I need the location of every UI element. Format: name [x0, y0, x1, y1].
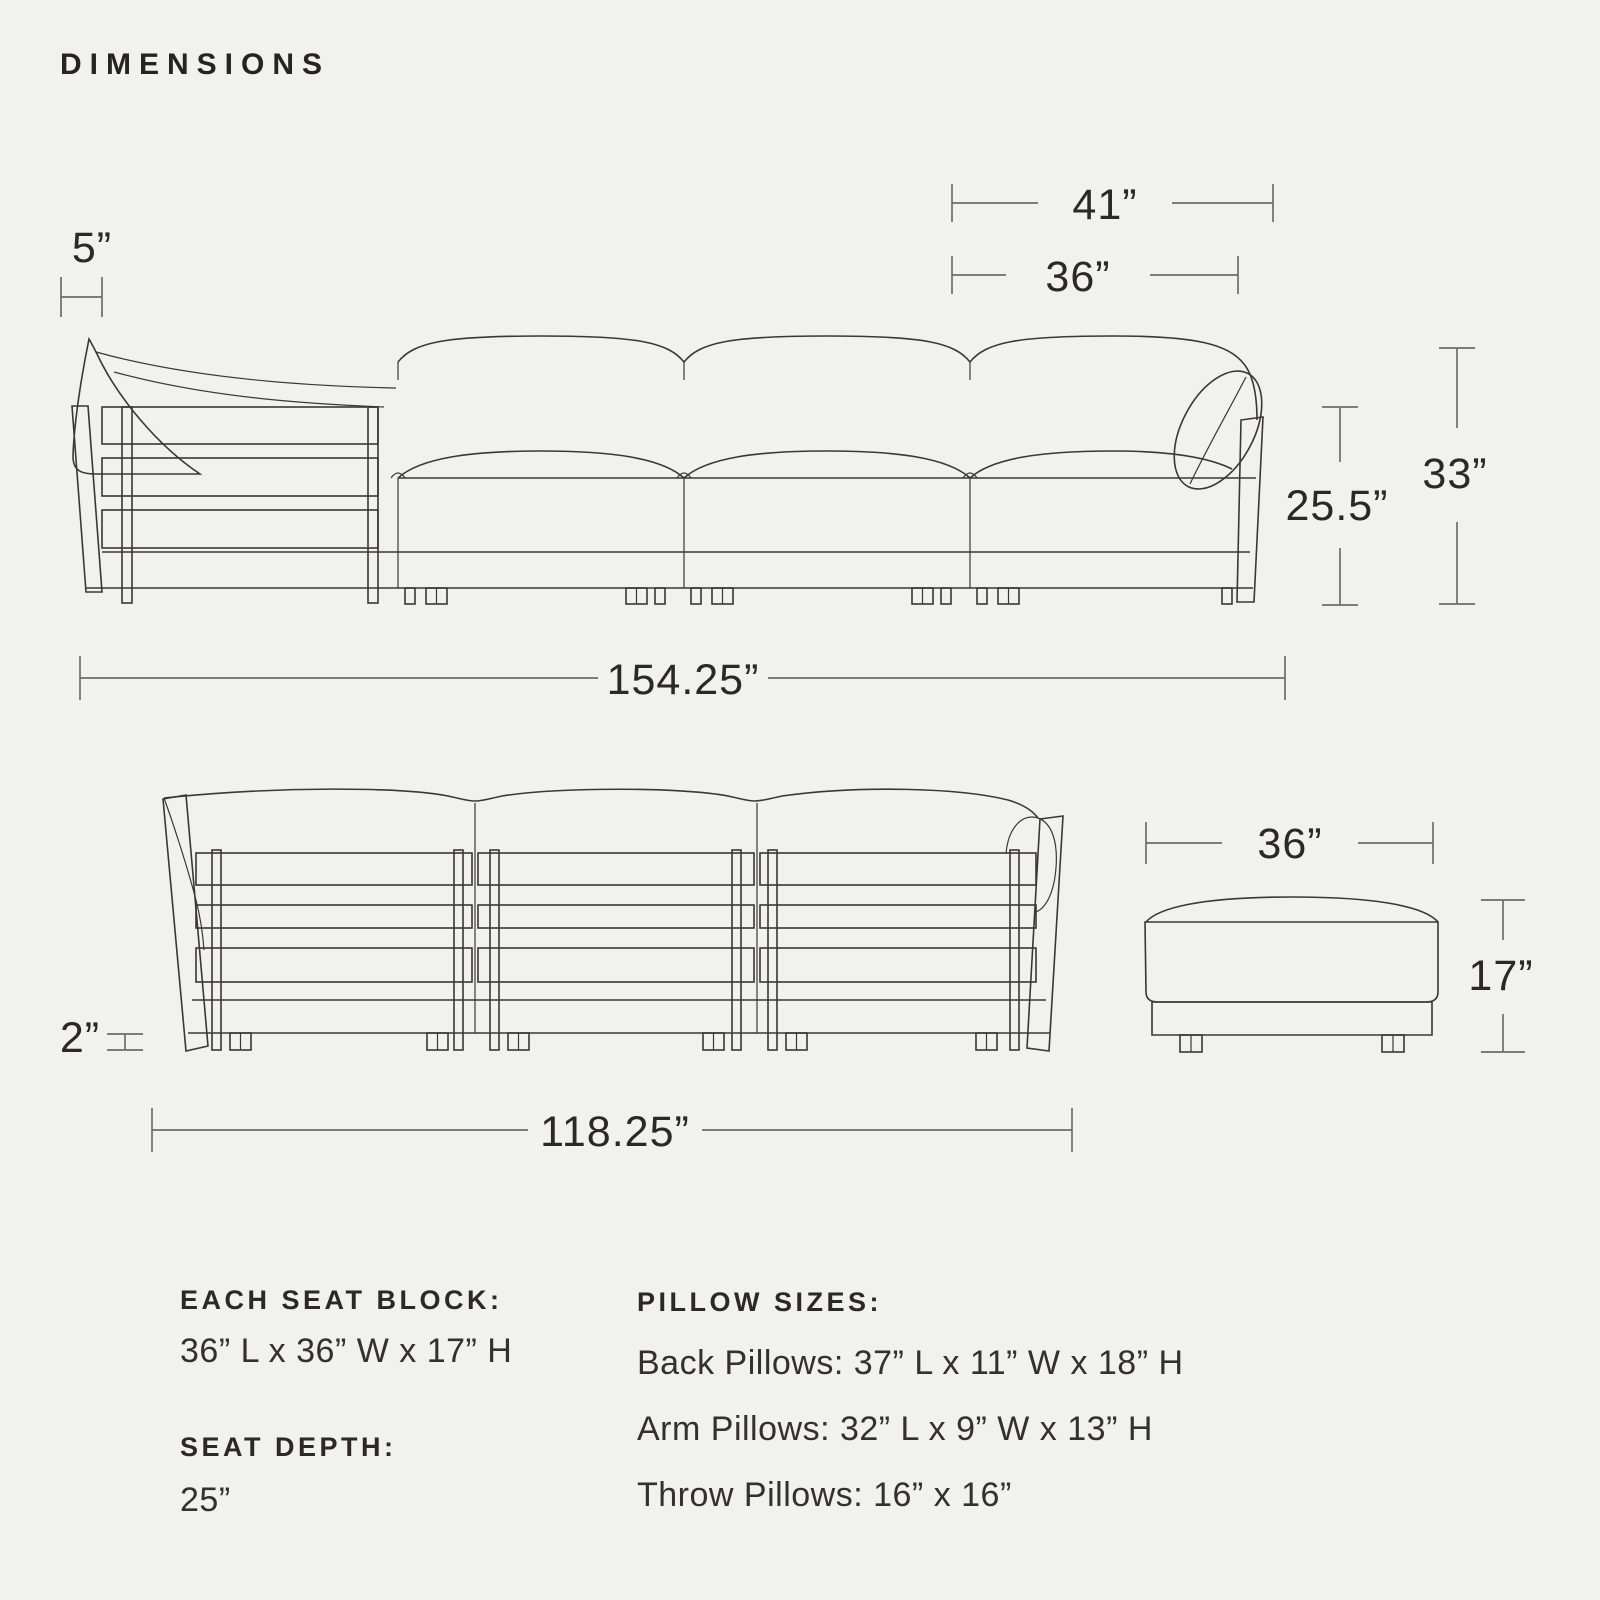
dim-label-arm-width: 5”	[71, 224, 113, 272]
dim-label-leg-height: 2”	[59, 1014, 101, 1062]
dim-label-ottoman-height: 17”	[1468, 952, 1534, 1000]
dim-back-view-length	[152, 1108, 1072, 1156]
dim-seat-width	[952, 253, 1238, 301]
dim-label-seat-plus-arm: 41”	[1072, 181, 1138, 229]
ottoman-cushion	[1146, 897, 1438, 922]
back-view-right-arm-pillow	[1006, 817, 1056, 912]
pillow-sizes-heading: PILLOW SIZES:	[637, 1287, 882, 1317]
dim-label-overall-height: 33”	[1422, 450, 1488, 498]
dim-leg-height	[60, 1014, 143, 1062]
dim-back-height	[1285, 407, 1388, 605]
dim-label-overall-length: 154.25”	[606, 656, 760, 704]
back-view-right-arm	[1027, 816, 1063, 1051]
left-back-panel	[72, 406, 102, 592]
ottoman-plinth	[1152, 1002, 1432, 1035]
seat-depth-heading: SEAT DEPTH:	[180, 1432, 397, 1462]
dim-ottoman-width	[1146, 820, 1433, 868]
sofa-back-view-drawing	[163, 789, 1063, 1051]
back-cushions	[398, 336, 684, 362]
bolster-pillow	[1156, 357, 1280, 504]
ottoman-drawing	[1145, 897, 1438, 1052]
dim-label-back-height: 25.5”	[1285, 482, 1389, 530]
dim-seat-plus-arm	[952, 181, 1273, 229]
sofa-side-view-drawing	[72, 336, 1280, 604]
dim-overall-length	[80, 656, 1285, 704]
seat-block-value: 36” L x 36” W x 17” H	[180, 1332, 513, 1370]
dim-label-back-view-length: 118.25”	[540, 1108, 690, 1156]
dim-label-ottoman-width: 36”	[1257, 820, 1323, 868]
seat-depth-value: 25”	[180, 1481, 231, 1519]
ottoman-legs	[1180, 1035, 1404, 1052]
pillow-throw-value: Throw Pillows: 16” x 16”	[637, 1476, 1012, 1514]
right-arm-panel	[1237, 417, 1263, 602]
page-title: DIMENSIONS	[60, 48, 331, 81]
back-view-cushions	[164, 789, 1038, 818]
dim-ottoman-height	[1468, 900, 1533, 1052]
seat-cushions	[398, 451, 684, 478]
seat-block-heading: EACH SEAT BLOCK:	[180, 1285, 503, 1315]
pillow-arm-value: Arm Pillows: 32” L x 9” W x 13” H	[637, 1410, 1153, 1448]
ottoman-body	[1145, 922, 1438, 1002]
dim-arm-width	[61, 224, 112, 317]
dim-label-seat-width: 36”	[1045, 253, 1111, 301]
sofa-legs	[405, 588, 1232, 604]
dim-overall-height	[1422, 348, 1487, 604]
frame-post	[368, 407, 378, 603]
pillow-back-value: Back Pillows: 37” L x 11” W x 18” H	[637, 1344, 1184, 1382]
back-view-frame-posts	[212, 850, 1019, 1050]
back-view-legs	[230, 1033, 997, 1050]
frame-post	[122, 407, 132, 603]
